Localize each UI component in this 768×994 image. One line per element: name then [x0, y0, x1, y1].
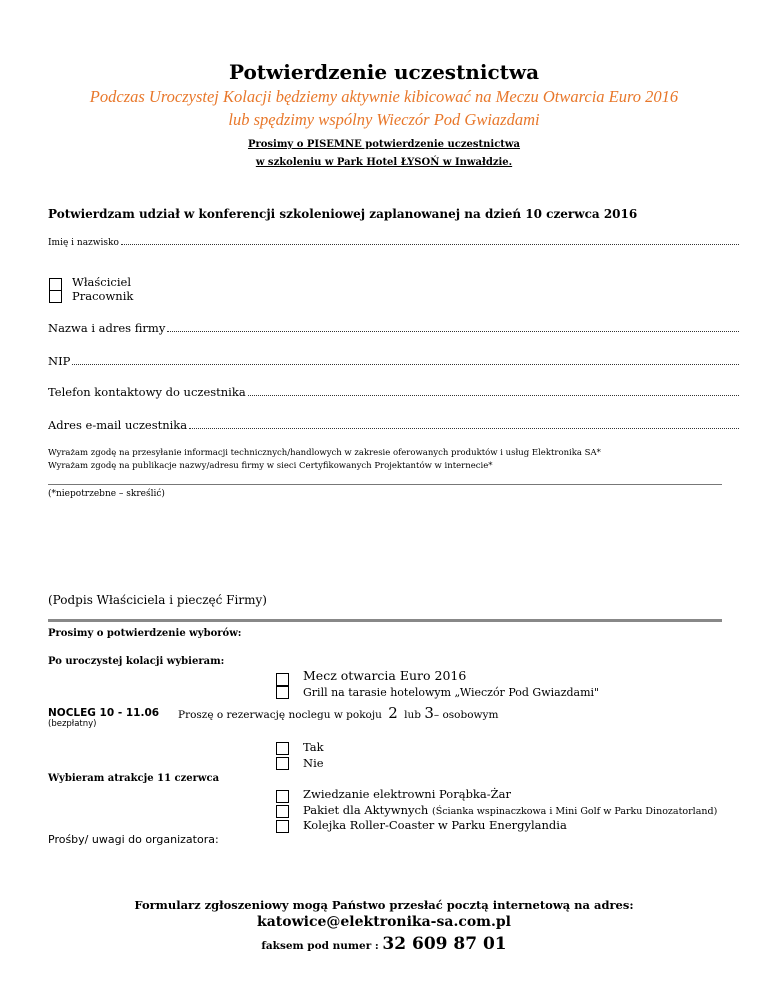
consent-line-2: Wyrażam zgodę na publikacje nazwy/adresu firmy w sieci Certyfikowanych Projektantów w internecie* — [48, 461, 493, 471]
footer-line-1: Formularz zgłoszeniowy mogą Państwo przesłać pocztą internetową na adres: — [134, 898, 634, 912]
attractions-heading: Wybieram atrakcje 11 czerwca — [48, 773, 220, 784]
nip-label: NIP — [48, 354, 71, 368]
email-field[interactable] — [48, 418, 739, 432]
phone-label: Telefon kontaktowy do uczestnika — [48, 385, 246, 399]
no-checkbox[interactable] — [276, 757, 289, 770]
name-dotted-line[interactable] — [121, 243, 739, 245]
company-dotted-line[interactable] — [167, 330, 739, 332]
lodging-request-pre: Proszę o rezerwację noclegu w pokoju — [178, 709, 382, 721]
subtitle-line-2: lub spędzimy wspólny Wieczór Pod Gwiazdami — [228, 110, 540, 129]
yes-checkbox[interactable] — [276, 742, 289, 755]
attr1-label: Zwiedzanie elektrowni Porąbka-Żar — [303, 787, 511, 801]
lodging-request-post: – osobowym — [433, 709, 499, 721]
email-dotted-line[interactable] — [189, 427, 739, 429]
no-option[interactable] — [276, 755, 289, 774]
subtitle-line-1: Podczas Uroczystej Kolacji będziemy aktywnie kibicować na Meczu Otwarcia Euro 2016 — [89, 87, 679, 106]
consent-line-1: Wyrażam zgodę na przesyłanie informacji technicznych/handlowych w zakresie oferowanych produktów i usług Elektronika SA* — [48, 448, 601, 458]
lodging-label: NOCLEG 10 - 11.06 — [48, 707, 160, 719]
request-line-1: Prosimy o PISEMNE potwierdzenie uczestnictwa — [247, 139, 521, 150]
page-title: Potwierdzenie uczestnictwa — [228, 60, 540, 84]
email-label: Adres e-mail uczestnika — [48, 418, 188, 432]
phone-field[interactable] — [48, 385, 739, 399]
footer-email[interactable]: katowice@elektronika-sa.com.pl — [257, 914, 511, 930]
attr2-detail: (Ścianka wspinaczkowa i Mini Golf w Parku Dinozatorland) — [432, 806, 718, 817]
attr3-checkbox[interactable] — [276, 820, 289, 833]
yes-label: Tak — [303, 740, 324, 754]
name-label: Imię i nazwisko — [48, 238, 119, 248]
lodging-num-2: 2 — [388, 704, 398, 722]
lodging-request — [178, 704, 498, 722]
dinner-opt2-option[interactable] — [276, 684, 289, 703]
employee-option[interactable] — [49, 288, 62, 307]
request-line-2: w szkoleniu w Park Hotel ŁYSOŃ w Inwałdzie. — [255, 157, 513, 168]
attr2-main: Pakiet dla Aktywnych — [303, 803, 429, 817]
dinner-opt2-checkbox[interactable] — [276, 686, 289, 699]
dinner-heading: Po uroczystej kolacji wybieram: — [48, 656, 225, 667]
no-label: Nie — [303, 756, 324, 770]
footer-fax — [0, 934, 768, 954]
divider — [48, 484, 722, 485]
attr3-option[interactable] — [276, 818, 289, 837]
company-field[interactable] — [48, 321, 739, 335]
lodging-or: lub — [404, 709, 421, 721]
lodging-free: (bezpłatny) — [48, 719, 97, 729]
requests-label: Prośby/ uwagi do organizatora: — [48, 833, 219, 846]
employee-checkbox[interactable] — [49, 290, 62, 303]
nip-dotted-line[interactable] — [72, 363, 739, 365]
dinner-opt2-label: Grill na tarasie hotelowym „Wieczór Pod Gwiazdami" — [303, 686, 600, 699]
attr2-checkbox[interactable] — [276, 805, 289, 818]
name-field[interactable] — [48, 238, 739, 248]
signature-label: (Podpis Właściciela i pieczęć Firmy) — [48, 593, 267, 607]
lodging-num-3: 3 — [424, 704, 434, 722]
owner-label: Właściciel — [72, 275, 132, 289]
attr2-label — [303, 803, 717, 817]
fax-number: 32 609 87 01 — [382, 934, 507, 954]
dinner-opt1-label: Mecz otwarcia Euro 2016 — [303, 668, 467, 683]
confirm-line: Potwierdzam udział w konferencji szkoleniowej zaplanowanej na dzień 10 czerwca 2016 — [48, 207, 638, 221]
choices-heading: Prosimy o potwierdzenie wyborów: — [48, 628, 242, 639]
phone-dotted-line[interactable] — [248, 394, 739, 396]
company-label: Nazwa i adres firmy — [48, 321, 166, 335]
thick-divider — [48, 619, 722, 622]
attr1-checkbox[interactable] — [276, 790, 289, 803]
employee-label: Pracownik — [72, 289, 134, 303]
fax-label: faksem pod numer : — [261, 940, 379, 952]
attr3-label: Kolejka Roller-Coaster w Parku Energylandia — [303, 818, 567, 832]
footnote: (*niepotrzebne – skreślić) — [48, 489, 165, 499]
nip-field[interactable] — [48, 354, 739, 368]
